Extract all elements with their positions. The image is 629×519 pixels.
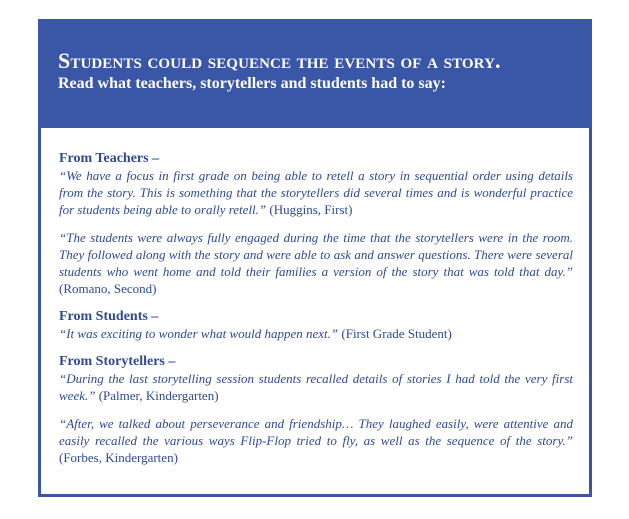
quote-block (59, 325, 573, 342)
section-heading: From Teachers – (59, 151, 160, 166)
panel-content (59, 150, 573, 477)
section-heading: From Students – (59, 309, 159, 324)
header-subtitle: Read what teachers, storytellers and students had to say: (58, 75, 446, 92)
quote-block (59, 370, 573, 404)
section-storytellers (59, 353, 573, 466)
header-title: Students could sequence the events of a story. (58, 48, 501, 73)
quote-block (59, 415, 573, 466)
quote-attribution: (Forbes, Kindergarten) (59, 450, 178, 465)
quote-attribution: (First Grade Student) (341, 326, 452, 341)
quote-attribution: (Huggins, First) (269, 202, 353, 217)
quote-attribution: (Romano, Second) (59, 281, 157, 296)
quote-text: “After, we talked about perseverance and friendship… They laughed easily, were attentive and easily recalled the various ways Flip-Flop tried to fly, as well as the sequence of the story.” (59, 416, 573, 448)
quote-text: “It was exciting to wonder what would happen next.” (59, 326, 339, 341)
section-heading: From Storytellers – (59, 354, 176, 369)
quote-text: “During the last storytelling session students recalled details of stories I had told the very first week.” (59, 371, 573, 403)
testimonial-panel (38, 19, 592, 497)
quote-text: “The students were always fully engaged during the time that the storytellers were in the room. They followed along with the story and were able to ask and answer questions. There were several students who went home and told their families a version of the story that was told that day.” (59, 230, 573, 279)
section-teachers (59, 150, 573, 297)
section-students (59, 308, 573, 342)
quote-attribution: (Palmer, Kindergarten) (98, 388, 219, 403)
quote-block (59, 167, 573, 218)
quote-block (59, 229, 573, 297)
quote-text: “We have a focus in first grade on being able to retell a story in sequential order using details from the story. This is something that the storytellers did several times and is wonderful practice for students being able to orally retell.” (59, 168, 573, 217)
panel-header (41, 22, 589, 128)
